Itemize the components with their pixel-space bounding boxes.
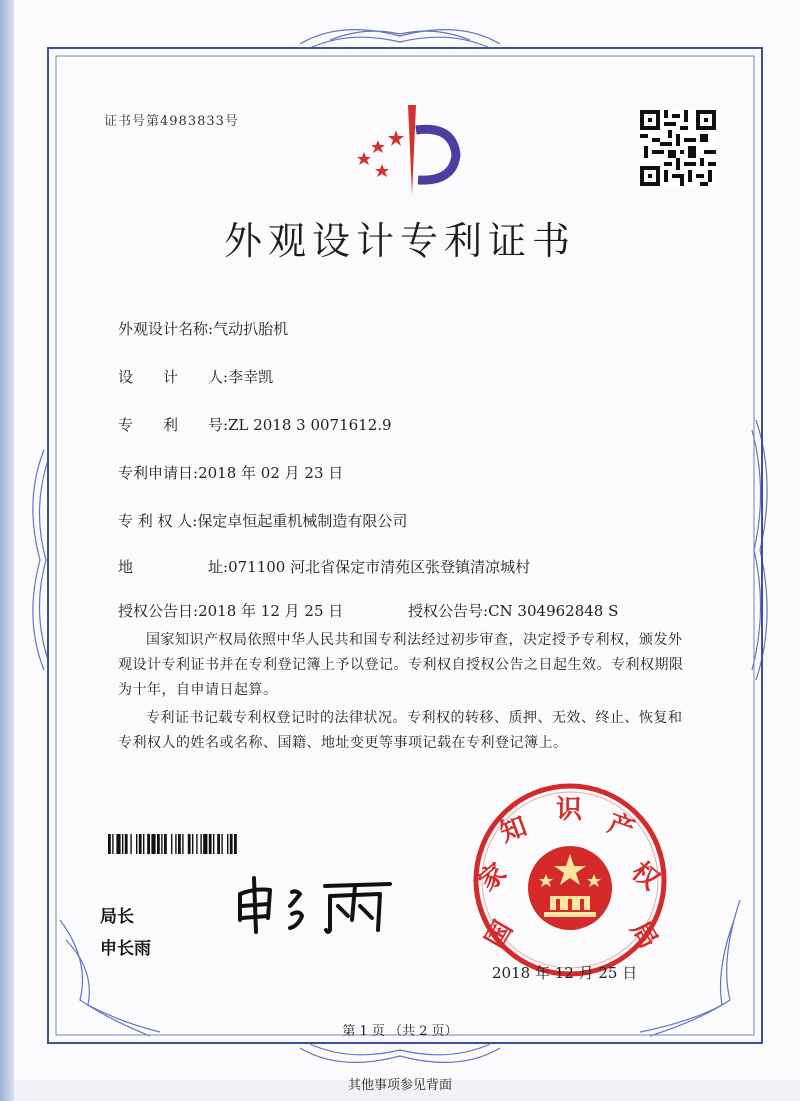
patent-office-logo-icon	[338, 100, 468, 200]
seal-date: 2018 年 12 月 25 日	[492, 964, 638, 982]
barcode-bar	[116, 834, 120, 854]
barcode-bar	[221, 834, 222, 854]
barcode-bar	[171, 834, 172, 854]
barcode-bar	[182, 834, 183, 854]
design-name-label: 外观设计名称:	[118, 320, 214, 338]
patentee-label: 专 利 权 人:	[118, 512, 198, 530]
certificate-title: 外观设计专利证书	[223, 219, 576, 263]
director-title: 局长	[100, 907, 134, 927]
barcode-bar	[196, 834, 197, 854]
patentee-value: 保定卓恒起重机械制造有限公司	[197, 512, 408, 530]
barcode-bar	[230, 834, 233, 854]
barcode-bar	[227, 834, 228, 854]
barcode-bar	[112, 834, 113, 854]
barcode-bar	[108, 834, 111, 854]
barcode-bar	[209, 834, 212, 854]
barcode-bar	[139, 834, 142, 854]
barcode-bar	[213, 834, 214, 854]
grant-date-row	[118, 600, 343, 621]
body-paragraph-2: 专利证书记载专利权登记时的法律状况。专利权的转移、质押、无效、终止、恢复和专利权人的姓名或名称、国籍、地址变更等事项记载在专利登记簿上。	[118, 710, 683, 751]
seal-char-7: 局	[623, 916, 663, 955]
seal-char-2: 家	[473, 857, 513, 898]
barcode-bar	[157, 834, 160, 854]
footer-note: 其他事项参见背面	[347, 1078, 452, 1093]
certificate-number: 证书号第4983833号	[104, 114, 239, 129]
address-value: 071100 河北省保定市清苑区张登镇清凉城村	[228, 558, 531, 576]
seal-char-3: 知	[496, 811, 531, 849]
designer-row	[118, 366, 273, 387]
barcode-bar	[175, 834, 176, 854]
designer-label: 设 计 人:	[118, 368, 229, 386]
national-emblem-icon	[528, 846, 612, 930]
barcode-bar	[188, 834, 191, 854]
designer-value: 李幸凯	[228, 368, 274, 386]
barcode	[108, 834, 308, 854]
patent-number-label: 专 利 号:	[118, 416, 229, 434]
grant-number-row	[408, 600, 618, 621]
barcode-bar	[151, 834, 155, 854]
barcode-bar	[161, 834, 162, 854]
address-label: 地 址:	[118, 558, 229, 576]
director-signature	[230, 870, 410, 940]
seal-char-6: 权	[625, 856, 665, 897]
filing-date-value: 2018 年 02 月 23 日	[198, 464, 344, 482]
design-name-row	[118, 318, 288, 339]
patentee-row	[118, 510, 407, 531]
address-row	[118, 556, 530, 577]
barcode-bar	[130, 834, 131, 854]
seal-char-5: 产	[603, 808, 639, 846]
barcode-bar	[147, 834, 150, 854]
seal-char-1: 国	[480, 915, 520, 954]
body-paragraph-1: 国家知识产权局依照中华人民共和国专利法经过初步审查，决定授予专利权，颁发外观设计专利证书并在专利登记簿上予以登记。专利权自授权公告之日起生效。专利权期限为十年，自申请日起算。	[118, 632, 684, 698]
grant-number-value: CN 304962848 S	[488, 602, 619, 620]
grant-date-label: 授权公告日:	[118, 602, 199, 620]
filing-date-label: 专利申请日:	[118, 464, 199, 482]
barcode-bar	[125, 834, 128, 854]
patent-number-row	[118, 414, 392, 435]
barcode-bar	[203, 834, 207, 854]
barcode-bar	[122, 834, 123, 854]
barcode-bar	[178, 834, 181, 854]
barcode-bar	[143, 834, 144, 854]
page-indicator: 第 1 页 （共 2 页）	[342, 1024, 458, 1039]
barcode-bar	[164, 834, 167, 854]
barcode-bar	[234, 834, 237, 854]
design-name-value: 气动扒胎机	[213, 320, 289, 338]
barcode-bar	[136, 834, 137, 854]
barcode-bar	[200, 834, 201, 854]
official-seal	[470, 780, 670, 980]
seal-char-4: 识	[556, 795, 583, 825]
director-name: 申长雨	[100, 939, 151, 959]
grant-number-label: 授权公告号:	[408, 602, 489, 620]
barcode-bar	[217, 834, 220, 854]
barcode-bar	[192, 834, 193, 854]
filing-date-row	[118, 462, 343, 483]
patent-number-value: ZL 2018 3 0071612.9	[228, 416, 392, 434]
grant-date-value: 2018 年 12 月 25 日	[198, 602, 344, 620]
qr-code	[640, 110, 716, 186]
